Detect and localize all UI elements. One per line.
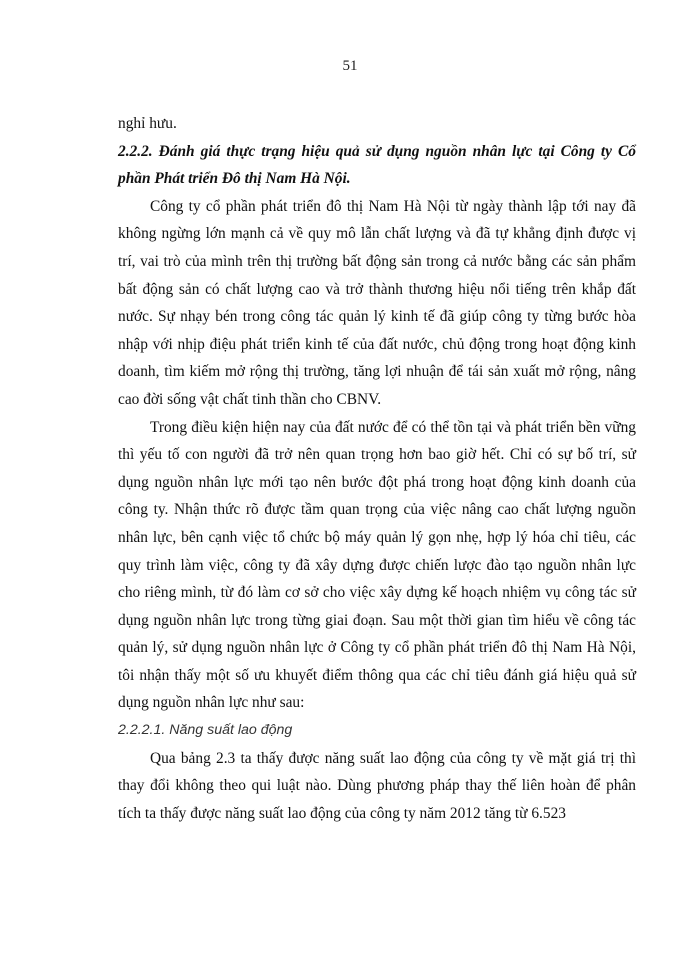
continuation-text: nghỉ hưu. [118,115,177,132]
section-heading: 2.2.2. Đánh giá thực trạng hiệu quả sử dụng nguồn nhân lực tại Công ty Cổ phần Phát triển Đô thị Nam Hà Nội. [118,142,636,188]
page-number: 51 [342,58,358,74]
paragraph: Qua bảng 2.3 ta thấy được năng suất lao động của công ty về mặt giá trị thì thay đổi không theo qui luật nào. Dùng phương pháp thay thế liên hoàn để phân tích ta thấy được năng suất lao động của công ty năm 2012 tăng từ 6.523 [118,749,636,822]
paragraph: Công ty cổ phần phát triển đô thị Nam Hà Nội từ ngày thành lập tới nay đã không ngừng lớn mạnh cả về quy mô lẫn chất lượng và đã tự khẳng định được vị trí, vai trò của mình trên thị trường bất động sản trong cả nước bằng các sản phẩm bất động sản có chất lượng cao và trở thành thương hiệu nổi tiếng trên khắp đất nước. Sự nhạy bén trong công tác quản lý kinh tế đã giúp công ty từng bước hòa nhập với nhịp điệu phát triển kinh tế của đất nước, chủ động trong hoạt động kinh doanh, tìm kiếm mở rộng thị trường, tăng lợi nhuận để tái sản xuất mở rộng, nâng cao đời sống vật chất tinh thần cho CBNV. [118,197,636,408]
subsection-heading: 2.2.2.1. Năng suất lao động [118,722,293,739]
paragraph: Trong điều kiện hiện nay của đất nước để có thể tồn tại và phát triển bền vững thì yếu tố con người đã trở nên quan trọng hơn bao giờ hết. Chỉ có sự bố trí, sử dụng nguồn nhân lực mới tạo nên bước đột phá trong hoạt động kinh doanh của công ty. Nhận thức rõ được tầm quan trọng của việc nâng cao chất lượng nguồn nhân lực, bên cạnh việc tổ chức bộ máy quản lý gọn nhẹ, hợp lý hóa chỉ tiêu, các quy trình làm việc, công ty đã xây dựng được chiến lược đào tạo nguồn nhân lực cho riêng mình, từ đó làm cơ sở cho việc xây dựng kế hoạch nhiệm vụ công tác sử dụng nguồn nhân lực trong từng giai đoạn. Sau một thời gian tìm hiểu về công tác quản lý, sử dụng nguồn nhân lực ở Công ty cổ phần phát triển đô thị Nam Hà Nội, tôi nhận thấy một số ưu khuyết điểm thông qua các chỉ tiêu đánh giá hiệu quả sử dụng nguồn nhân lực như sau: [118,418,636,712]
document-body [118,110,636,827]
